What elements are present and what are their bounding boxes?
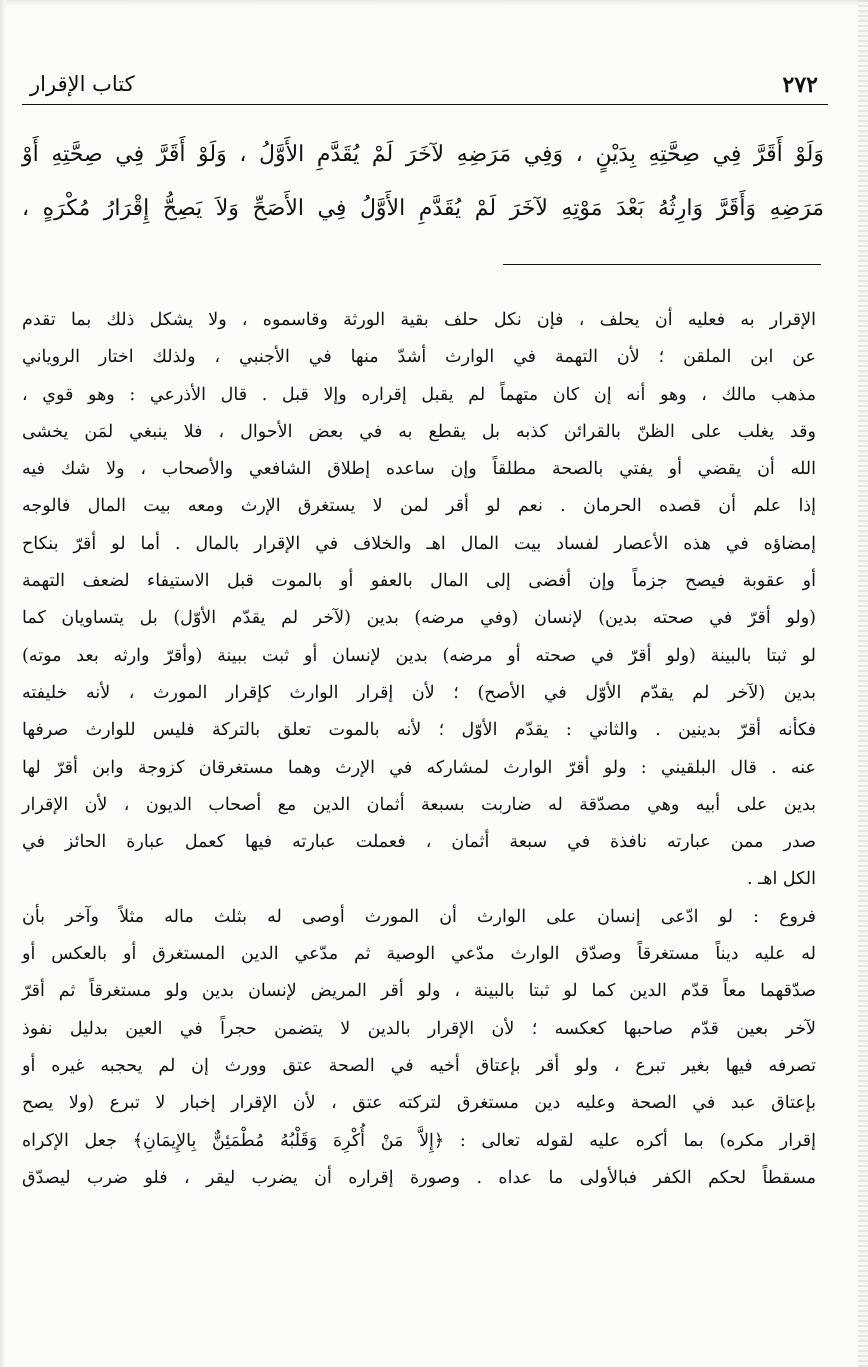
commentary-line: (ولو أقرّ في صحته بدين) لإنسان (وفي مرضه) بدين (لآخر لم يقدّم الأوّل) بل يتساويان كما: [22, 608, 816, 629]
commentary-line: إذا علم أن قصده الحرمان . نعم لو أقر لمن لا يستغرق الإرث ومعه بيت المال فالوجه: [22, 496, 816, 517]
matn-text: [22, 128, 824, 236]
commentary-line: الكل اهـ .: [746, 869, 816, 890]
matn-line: وَلَوْ أَقَرَّ فِي صِحَّتِهِ بِدَيْنٍ ، وَفِي مَرَضِهِ لآخَرَ لَمْ يُقَدَّمِ الأَوَّلُ ، وَلَوْ أَقَرَّ فِي صِحَّتِهِ أَوْ: [22, 142, 824, 167]
commentary-text: [22, 302, 816, 1197]
commentary-line: بإعتاق عبد في الصحة وعليه دين مستغرق لتركته عتق ، لأن الإقرار إخبار لا تبرع (ولا يصح: [22, 1093, 816, 1114]
commentary-line: لآخر بعين قدّم صاحبها كعكسه ؛ لأن الإقرار بالدين لا يتضمن حجراً في العين بدليل نفوذ: [22, 1018, 816, 1039]
commentary-line: تصرفه فيها بغير تبرع ، ولو أقر بإعتاق أخيه في الصحة عتق وورث إن لم يحجبه غيره أو: [22, 1055, 816, 1076]
commentary-line: عن ابن الملقن ؛ لأن التهمة في الوارث أشدّ منها في الأجنبي ، ولذلك اختار الروياني: [22, 347, 816, 368]
commentary-line: وقد يغلب على الظنّ بالقرائن كذبه بل يقطع به في بعض الأحوال ، فلا ينبغي لمَن يخشى: [22, 421, 816, 442]
commentary-line: مذهب مالك ، وهو أنه إن كان متهماً لم يقبل إقراره وإلا قبل . قال الأذرعي : وهو قوي ،: [22, 384, 816, 405]
commentary-line: إقرار مكره) بما أكره عليه لقوله تعالى : ﴿إِلاَّ مَنْ أُكْرِهَ وَقَلْبُهُ مُطْمَئِنٌّ بِالإِيمَانِ﴾ جعل الإكراه: [22, 1130, 816, 1151]
matn-line: مَرَضِهِ وَأَقَرَّ وَارِثُهُ بَعْدَ مَوْتِهِ لآخَرَ لَمْ يُقَدَّمِ الأَوَّلُ فِي الأَصَحِّ وَلاَ يَصِحُّ إِقْرَارُ مُكْرَهٍ ،: [22, 196, 824, 221]
commentary-line: بدين على أبيه وهي مصدّقة له ضاربت بسبعة أثمان الدين مع أصحاب الديون ، لأن الإقرار: [22, 794, 816, 815]
commentary-line: صدّقهما معاً قدّم الدين كما لو ثبتا بالبينة ، ولو أقر المريض لإنسان بدين ولو مستغرقاً ثم أقرّ: [22, 981, 816, 1002]
header-rule: [22, 104, 828, 105]
commentary-line: لو ثبتا بالبينة (ولو أقرّ في صحته أو مرضه) بدين لإنسان أو ثبت ببينة (وأقرّ وارثه بعد موته): [22, 645, 816, 666]
commentary-line: صدر ممن عبارته نافذة في سبعة أثمان ، فعملت عبارته فيها كعمل عبارة الحائز في: [22, 832, 816, 853]
commentary-line: فكأنه أقرّ بدينين . والثاني : يقدّم الأوّل ؛ لأنه بالموت تعلق بالتركة فليس للوارث صرفها: [22, 720, 816, 741]
commentary-line: فروع : لو ادّعى إنسان على الوارث أن المورث أوصى له بثلث ماله مثلاً وآخر بأن: [22, 906, 816, 927]
scan-edge-right: [858, 0, 868, 1367]
commentary-line: الله أن يقضي أو يفتي بالصحة مطلقاً وإن ساعده إطلاق الشافعي والأصحاب ، ولا شك فيه: [22, 459, 816, 480]
book-title: كتاب الإقرار: [30, 72, 135, 96]
commentary-line: أو عقوبة فيصح جزماً وإن أفضى إلى المال بالعفو أو بالموت قبل الاستيفاء لضعف التهمة: [22, 571, 816, 592]
scan-edge-left: [0, 0, 6, 1367]
running-header: [22, 70, 828, 104]
commentary-line: بدين (لآخر لم يقدّم الأوّل في الأصح) ؛ لأن إقرار الوارث كإقرار المورث ، لأنه خليفته: [22, 682, 816, 703]
text-separator-rule: [503, 264, 821, 265]
commentary-line: الإقرار به فعليه أن يحلف ، فإن نكل حلف بقية الورثة وقاسموه ، ولا يشكل ذلك بما تقدم: [22, 310, 816, 330]
scan-edge-top: [0, 0, 868, 6]
commentary-line: إمضاؤه في هذه الأعصار لفساد بيت المال اهـ والخلاف في الإقرار بالمال . أما لو أقرّ بنكاح: [22, 533, 816, 554]
page-number: ٢٧٢: [782, 72, 818, 98]
commentary-line: مسقطاً لحكم الكفر فبالأولى ما عداه . وصورة إقراره أن يضرب ليقر ، فلو ضرب ليصدّق: [22, 1167, 816, 1188]
commentary-line: عنه . قال البلقيني : ولو أقرّ الوارث لمشاركه في الإرث وهما مستغرقان كزوجة وابن أقرّ لها: [22, 757, 816, 778]
commentary-line: له عليه ديناً مستغرقاً وصدّق الوارث مدّعي الوصية ثم مدّعي الدين المستغرق أو بالعكس أو: [22, 944, 816, 965]
